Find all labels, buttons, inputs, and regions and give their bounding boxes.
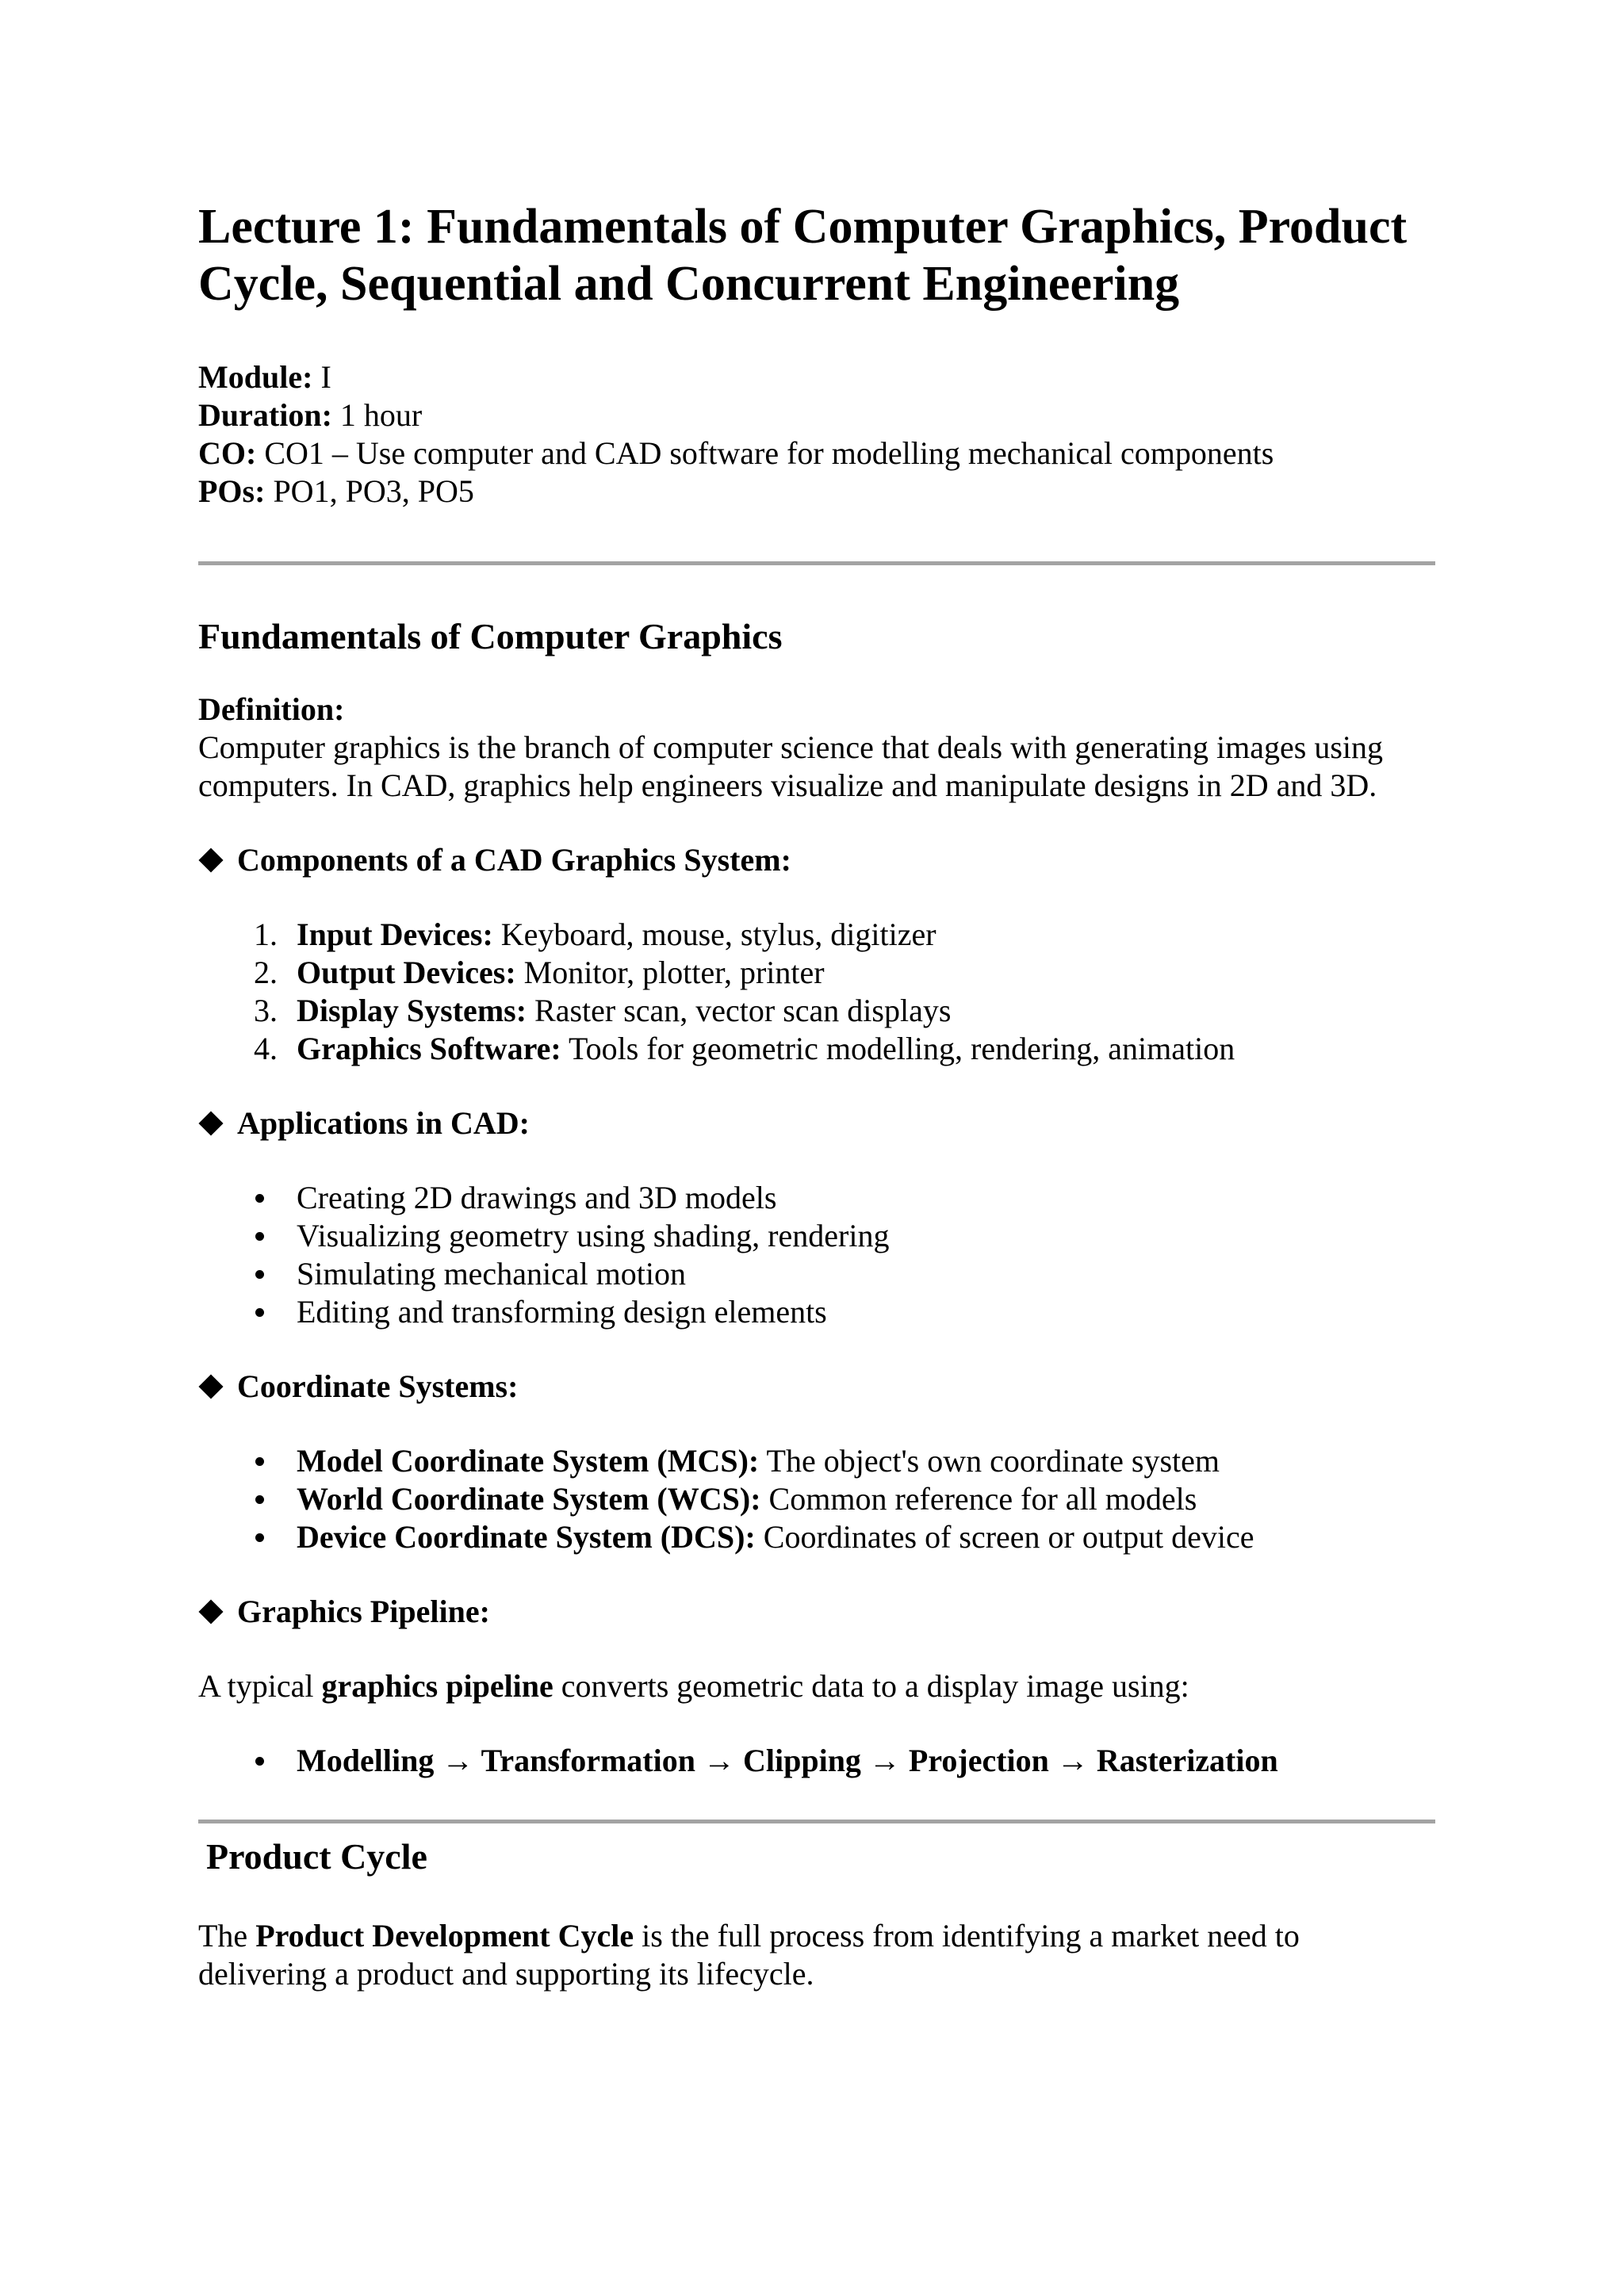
meta-value: PO1, PO3, PO5 <box>273 473 474 509</box>
list-item <box>198 1030 1435 1068</box>
product-text-bold: Product Development Cycle <box>255 1918 634 1954</box>
pipeline-list <box>198 1742 1435 1780</box>
list-item <box>198 1480 1435 1518</box>
list-item <box>198 1518 1435 1556</box>
item-desc: Raster scan, vector scan displays <box>534 993 952 1028</box>
item-term: World Coordinate System (WCS): <box>297 1481 761 1517</box>
list-item <box>198 954 1435 992</box>
subheading-pipeline <box>198 1593 1435 1631</box>
bullet-dot-icon <box>255 1457 264 1466</box>
item-text: Creating 2D drawings and 3D models <box>297 1180 777 1215</box>
meta-module <box>198 358 1435 396</box>
section-heading-graphics: Fundamentals of Computer Graphics <box>198 616 783 656</box>
applications-list <box>198 1179 1435 1331</box>
item-text: Simulating mechanical motion <box>297 1256 687 1292</box>
product-text-before: The <box>198 1918 248 1954</box>
meta-label: Module: <box>198 359 313 395</box>
subheading-label: Applications in CAD: <box>237 1105 530 1141</box>
list-item <box>198 1217 1435 1255</box>
item-term: Device Coordinate System (DCS): <box>297 1519 756 1555</box>
components-list <box>198 916 1435 1068</box>
meta-duration <box>198 396 1435 434</box>
bullet-dot-icon <box>255 1533 264 1542</box>
meta-label: POs: <box>198 473 266 509</box>
list-number: 1. <box>254 916 278 952</box>
pipeline-intro-after: converts geometric data to a display image using: <box>561 1668 1189 1704</box>
list-number: 3. <box>254 993 278 1028</box>
item-term: Graphics Software: <box>297 1031 561 1066</box>
item-desc: The object's own coordinate system <box>766 1443 1220 1479</box>
pipeline-intro-before: A typical <box>198 1668 314 1704</box>
bullet-dot-icon <box>255 1194 264 1203</box>
subheading-label: Graphics Pipeline: <box>237 1594 490 1629</box>
item-text: Visualizing geometry using shading, rendering <box>297 1218 890 1253</box>
diamond-bullet-icon <box>198 1374 223 1399</box>
list-item <box>198 1742 1435 1780</box>
diamond-bullet-icon <box>198 1111 223 1135</box>
meta-value: 1 hour <box>339 397 423 433</box>
list-number: 4. <box>254 1031 278 1066</box>
definition-text: Computer graphics is the branch of computer science that deals with generating images using computers. In CAD, graphics help engineers visualize and manipulate designs in 2D and 3D. <box>198 729 1384 803</box>
diamond-bullet-icon <box>198 1599 223 1624</box>
list-item <box>198 1442 1435 1480</box>
definition-label: Definition: <box>198 691 345 727</box>
pipeline-steps: Modelling → Transformation → Clipping → Projection → Rasterization <box>297 1743 1278 1778</box>
subheading-components <box>198 841 1435 879</box>
bullet-dot-icon <box>255 1270 264 1279</box>
item-term: Model Coordinate System (MCS): <box>297 1443 760 1479</box>
section-heading-product-cycle: Product Cycle <box>206 1836 427 1877</box>
item-text: Editing and transforming design elements <box>297 1294 827 1330</box>
subheading-label: Components of a CAD Graphics System: <box>237 842 791 878</box>
pipeline-intro <box>198 1667 1435 1705</box>
list-item <box>198 1179 1435 1217</box>
bullet-dot-icon <box>255 1495 264 1504</box>
meta-label: CO: <box>198 435 257 471</box>
list-item <box>198 1293 1435 1331</box>
product-cycle-text <box>198 1917 1435 1993</box>
item-desc: Monitor, plotter, printer <box>523 955 825 990</box>
product-text-after: is the full process from identifying a market need to delivering a product and supporting its lifecycle. <box>198 1918 1300 1992</box>
meta-value: I <box>320 359 331 395</box>
meta-pos <box>198 473 1435 511</box>
item-desc: Coordinates of screen or output device <box>763 1519 1254 1555</box>
meta-value: CO1 – Use computer and CAD software for modelling mechanical components <box>264 435 1274 471</box>
section-divider <box>198 561 1435 565</box>
document-page <box>198 190 1435 1993</box>
item-desc: Keyboard, mouse, stylus, digitizer <box>500 916 936 952</box>
pipeline-intro-bold: graphics pipeline <box>321 1668 553 1704</box>
bullet-dot-icon <box>255 1757 264 1766</box>
list-number: 2. <box>254 955 278 990</box>
subheading-applications <box>198 1104 1435 1142</box>
list-item <box>198 992 1435 1030</box>
bullet-dot-icon <box>255 1308 264 1317</box>
subheading-label: Coordinate Systems: <box>237 1368 519 1404</box>
item-term: Display Systems: <box>297 993 527 1028</box>
item-desc: Tools for geometric modelling, rendering, animation <box>568 1031 1235 1066</box>
lecture-meta <box>198 358 1435 511</box>
diamond-bullet-icon <box>198 848 223 872</box>
item-term: Input Devices: <box>297 916 493 952</box>
bullet-dot-icon <box>255 1232 264 1241</box>
coordinates-list <box>198 1442 1435 1556</box>
list-item <box>198 916 1435 954</box>
item-desc: Common reference for all models <box>768 1481 1197 1517</box>
meta-co <box>198 434 1435 473</box>
item-term: Output Devices: <box>297 955 516 990</box>
page-title: Lecture 1: Fundamentals of Computer Graphics, Product Cycle, Sequential and Concurrent Engineering <box>198 200 1408 311</box>
meta-label: Duration: <box>198 397 332 433</box>
list-item <box>198 1255 1435 1293</box>
subheading-coordinates <box>198 1368 1435 1406</box>
section-divider <box>198 1820 1435 1823</box>
